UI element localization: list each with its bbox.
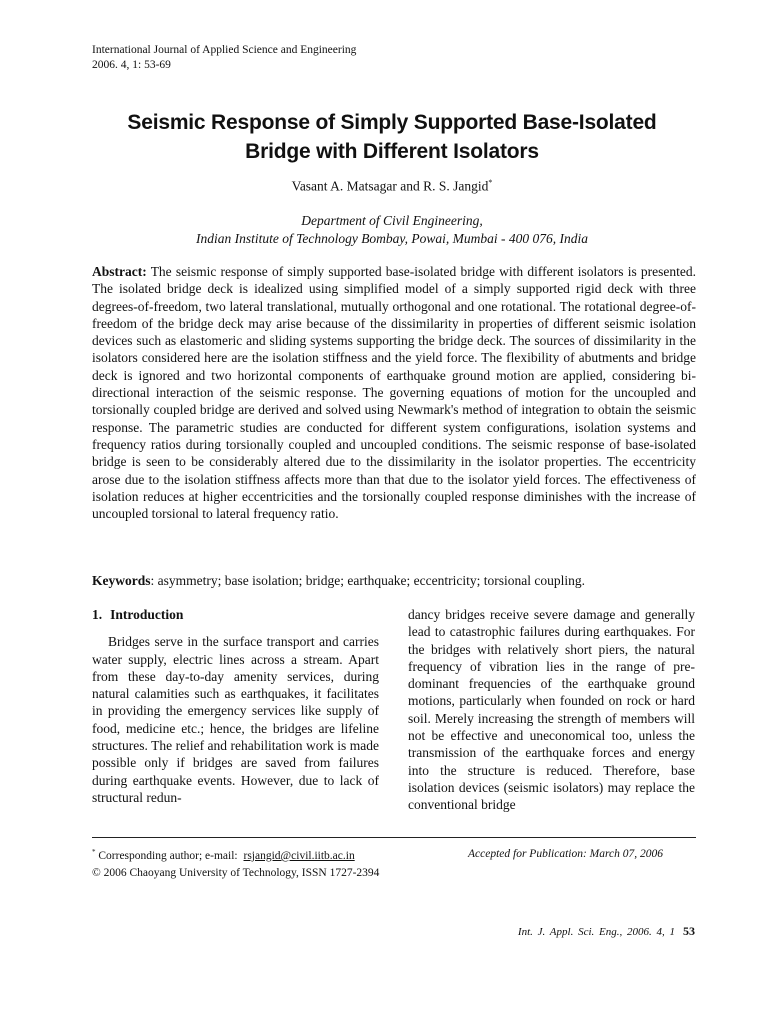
author-email-link[interactable]: rsjangid@civil.iitb.ac.in: [243, 849, 355, 862]
section-title: Introduction: [110, 607, 184, 622]
footnote-divider: [92, 837, 696, 838]
copyright: © 2006 Chaoyang University of Technology, ISSN 1727-2394: [92, 867, 380, 879]
intro-paragraph-right: dancy bridges receive severe damage and generally lead to catastrophic failures during earthquakes. For the bridges with relatively short piers, the natural frequency of vibration lies in the range of pre-dominant frequencies of the earthquake ground motions, particularly when founded on rock or hard soil. Merely increasing the strength of members will not be effective and uneconomical too, unless the transmission of the earthquake forces and energy into the structure is reduced. Therefore, base isolation devices (seismic isolators) may replace the conventional bridge: [408, 607, 695, 813]
section-heading: [92, 606, 379, 623]
affiliation: [92, 212, 692, 248]
right-column: [408, 606, 695, 814]
authors: [92, 178, 692, 195]
paper-title: [92, 108, 692, 166]
keywords: [92, 573, 696, 589]
abstract: [92, 263, 696, 522]
left-column: [92, 606, 379, 806]
footnote: [92, 848, 355, 862]
affiliation-institute: Indian Institute of Technology Bombay, Powai, Mumbai - 400 076, India: [195, 231, 589, 246]
footnote-mark: *: [92, 848, 96, 856]
keywords-label: Keywords: [92, 573, 151, 588]
journal-issue: 2006. 4, 1: 53-69: [92, 59, 171, 71]
journal-name: International Journal of Applied Science and Engineering: [92, 44, 357, 56]
page-number: 53: [683, 924, 695, 938]
footnote-label: Corresponding author; e-mail:: [98, 849, 238, 862]
footer-citation: Int. J. Appl. Sci. Eng., 2006. 4, 1: [517, 926, 675, 938]
intro-paragraph-left: Bridges serve in the surface transport and carries water supply, electric lines across a stream. Apart from these day-to-day amenity services, during natural calamities such as earthquakes, it facilitates in providing the emergency services like supply of food, medicine etc.; hence, the bridges are lifeline structures. The relief and rehabilitation work is made possible only if bridges are saved from failures during earthquake events. However, due to lack of structural redun-: [92, 634, 379, 805]
page-footer: [518, 924, 695, 939]
abstract-text: The seismic response of simply supported base-isolated bridge with different isolators is presented. The isolated bridge deck is idealized using simplified model of a simply supported rigid deck with three degrees-of-freedom, two lateral translational, mutually orthogonal and one rotational. The rotational degree-of-freedom of the bridge deck may arise because of the dissimilarity in properties of different seismic isolation devices such as elastomeric and sliding systems supporting the bridge deck. The sources of dissimilarity in the isolators considered here are the isolation stiffness and the yield force. The flexibility of abutments and bridge deck is ignored and two horizontal components of earthquake ground motion are applied, considering bi-directional interaction of the seismic response. The governing equations of motion for the uncoupled and torsionally coupled bridge are derived and solved using Newmark's method of integration to obtain the seismic response. The parametric studies are conducted for different system configurations, isolation systems and frequency ratios during torsionally coupled and uncoupled conditions. The seismic response of base-isolated bridge is seen to be considerably altered due to the dissimilarity in the isolator properties. The eccentricity arose due to the isolation stiffness affects more than that due to the isolator yield forces. The effectiveness of isolation reduces at higher eccentricities and the torsionally coupled response diminishes with the increase of uncoupled torsional to lateral frequency ratio.: [92, 264, 696, 522]
corresponding-mark: *: [488, 178, 493, 187]
author-names: Vasant A. Matsagar and R. S. Jangid: [291, 178, 489, 194]
abstract-label: Abstract:: [92, 264, 147, 279]
keywords-text: : asymmetry; base isolation; bridge; earthquake; eccentricity; torsional coupling.: [150, 573, 585, 588]
journal-header: [92, 43, 356, 73]
acceptance-date: Accepted for Publication: March 07, 2006: [468, 848, 664, 860]
title-line-2: Bridge with Different Isolators: [245, 140, 539, 163]
affiliation-department: Department of Civil Engineering,: [301, 213, 483, 228]
title-line-1: Seismic Response of Simply Supported Base-Isolated: [127, 111, 657, 134]
section-number: 1.: [92, 607, 103, 622]
